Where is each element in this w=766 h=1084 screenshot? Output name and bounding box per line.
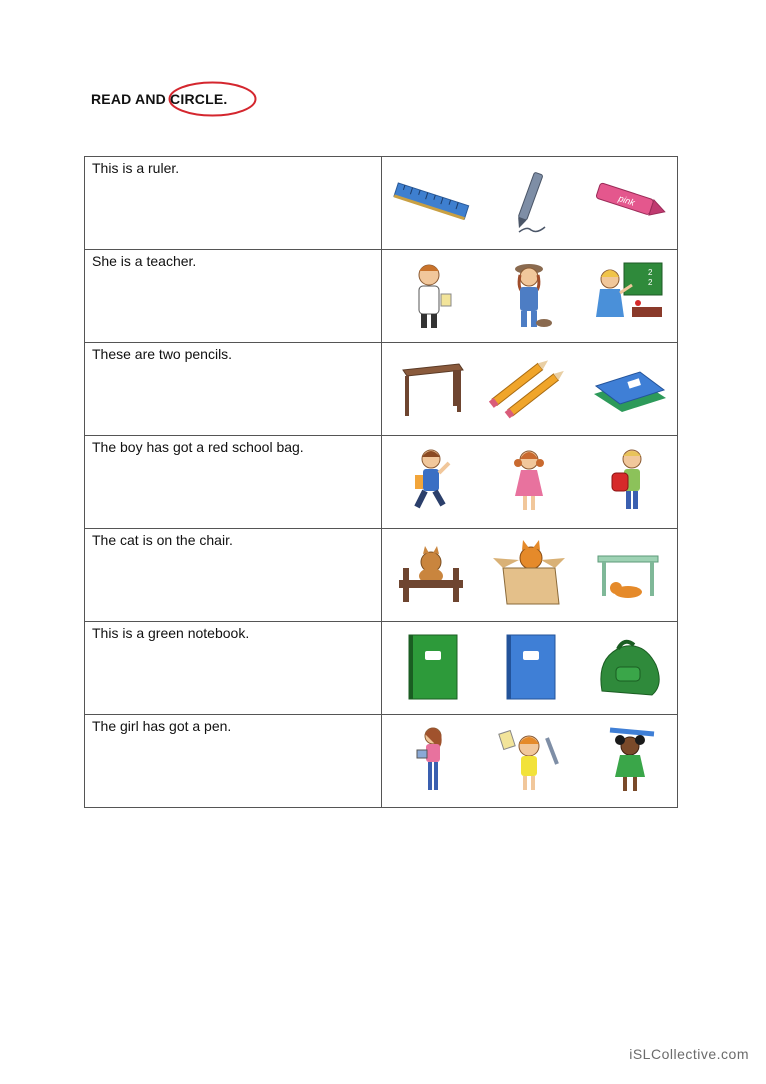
books-icon[interactable] [588,352,668,424]
sentence-cell: She is a teacher. [85,250,382,343]
worksheet-table [84,156,678,808]
desk-icon[interactable] [391,352,471,424]
two-pencils-icon[interactable] [489,352,569,424]
cat-on-bench-icon[interactable] [391,538,471,610]
picture-cell [381,622,677,715]
blue-notebook-icon[interactable] [489,631,569,703]
picture-cell [381,715,677,808]
cat-under-table-icon[interactable] [588,538,668,610]
ruler-icon[interactable] [391,166,471,238]
svg-text:2: 2 [647,267,653,277]
sentence-cell: This is a green notebook. [85,622,382,715]
pink-crayon-icon[interactable] [588,166,668,238]
svg-text:2: 2 [647,277,653,287]
picture-cell [381,250,677,343]
girl-pencil-icon[interactable] [588,724,668,796]
boy-running-icon[interactable] [391,445,471,517]
table-row [85,157,678,250]
picture-cell [381,529,677,622]
green-school-bag-icon[interactable] [588,631,668,703]
table-row [85,436,678,529]
boy-red-bag-icon[interactable] [588,445,668,517]
sentence-cell: The cat is on the chair. [85,529,382,622]
doctor-icon[interactable] [391,259,471,331]
circle-mark [168,81,257,117]
table-row [85,622,678,715]
pen-icon[interactable] [489,166,569,238]
sentence-cell: The girl has got a pen. [85,715,382,808]
table-row [85,343,678,436]
sentence-cell: The boy has got a red school bag. [85,436,382,529]
table-row [85,250,678,343]
boy-notepad-pen-icon[interactable] [489,724,569,796]
sentence-cell: These are two pencils. [85,343,382,436]
footer-watermark: iSLCollective.com [629,1046,749,1062]
teacher-icon[interactable] [588,259,668,331]
picture-cell [381,436,677,529]
girl-tablet-icon[interactable] [391,724,471,796]
worksheet-title: READ AND CIRCLE. [91,91,228,107]
girl-icon[interactable] [489,445,569,517]
farmer-icon[interactable] [489,259,569,331]
table-row [85,715,678,808]
sentence-cell: This is a ruler. [85,157,382,250]
table-row [85,529,678,622]
cat-in-box-icon[interactable] [489,538,569,610]
svg-text:pink: pink [617,192,636,208]
green-notebook-icon[interactable] [391,631,471,703]
picture-cell [381,157,677,250]
picture-cell [381,343,677,436]
